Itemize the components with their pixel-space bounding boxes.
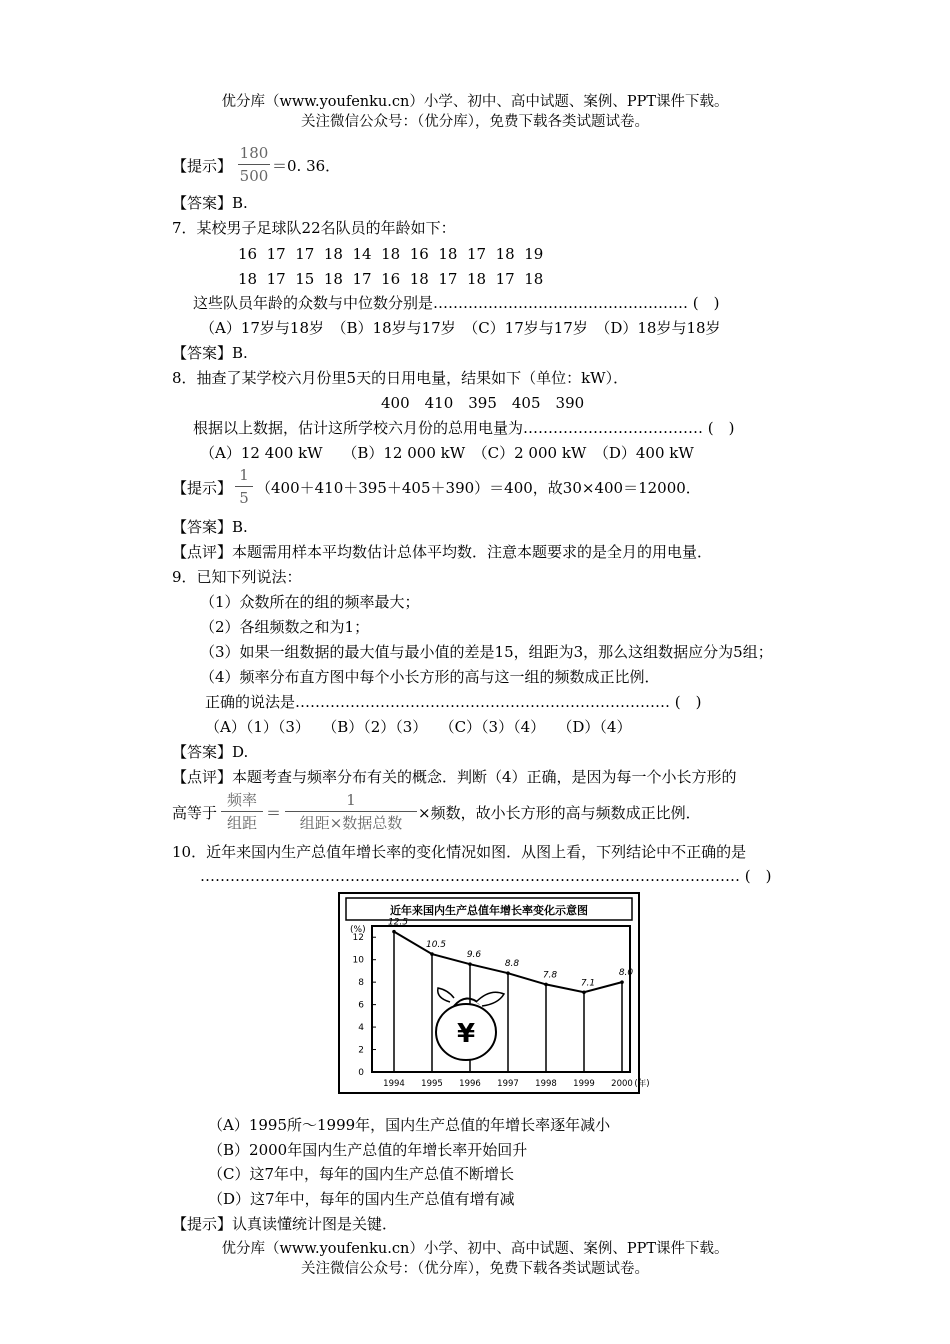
data-label: 8.8 (504, 959, 520, 970)
q9-fraction-1 (220, 789, 264, 834)
q7-options: （A）17岁与18岁 （B）18岁与17岁 （C）17岁与17岁 （D）18岁与18岁 (200, 319, 721, 337)
q9-f1-num: 频率 (226, 791, 257, 809)
q8-comment: 【点评】本题需用样本平均数估计总体平均数．注意本题要求的是全月的用电量． (172, 543, 713, 561)
q8-frac-den: 5 (239, 489, 249, 507)
x-tick-label: 1997 (497, 1079, 519, 1089)
money-bag-symbol: ¥ (456, 1019, 476, 1049)
y-tick-label: 12 (352, 933, 364, 944)
x-tick-label: 1999 (573, 1079, 595, 1089)
q8-options: （A）12 400 kW （B）12 000 kW （C）2 000 kW （D）400 kW (200, 444, 694, 462)
y-tick-label: 10 (352, 955, 364, 966)
q7-question: 这些队员年龄的众数与中位数分别是…………………………………………… ( ) (193, 294, 720, 312)
data-point (506, 971, 510, 975)
q10-option-d: （D）这7年中，每年的国内生产总值有增有减 (208, 1190, 515, 1208)
q8-hint-rest: （400＋410＋395＋405＋390）＝400，故30×400＝12000． (256, 479, 701, 497)
y-tick-label: 8 (358, 978, 364, 989)
q9-f1-den: 组距 (226, 814, 257, 832)
data-point (620, 980, 624, 984)
q10-option-a: （A）1995所～1999年，国内生产总值的年增长率逐年减小 (208, 1116, 611, 1134)
q6-answer: 【答案】B. (172, 194, 248, 212)
q9-f2-num: 1 (346, 791, 356, 809)
q6-hint-label: 【提示】 (172, 157, 233, 175)
chart-title: 近年来国内生产总值年增长率变化示意图 (390, 904, 588, 917)
x-tick-label: 1996 (459, 1079, 481, 1089)
footer-line-1: 优分库（www.youfenku.cn）小学、初中、高中试题、案例、PPT课件下载。 (221, 1241, 729, 1257)
gdp-growth-chart (338, 892, 650, 1094)
q9-comment-pre: 高等于 (172, 804, 218, 822)
data-label: 9.6 (466, 950, 482, 961)
data-label: 12.5 (387, 917, 409, 928)
y-tick-label: 4 (358, 1023, 364, 1034)
x-tick-label: 1998 (535, 1079, 557, 1089)
data-label: 8.0 (618, 968, 634, 979)
q10-stem: 10．近年来国内生产总值年增长率的变化情况如图．从图上看，下列结论中不正确的是 (172, 843, 747, 861)
q8-stem: 8．抽查了某学校六月份里5天的日用电量，结果如下（单位：kW）． (172, 369, 629, 387)
header-line-1: 优分库（www.youfenku.cn）小学、初中、高中试题、案例、PPT课件下载。 (221, 94, 729, 110)
q8-fraction (234, 464, 254, 509)
q7-stem: 7．某校男子足球队22名队员的年龄如下： (172, 219, 456, 237)
q7-ages-row-2: 18 17 15 18 17 16 18 17 18 17 18 (238, 270, 544, 288)
q9-question: 正确的说法是………………………………………………………………… ( ) (205, 693, 702, 711)
q8-question: 根据以上数据，估计这所学校六月份的总用电量为……………………………… ( ) (193, 419, 735, 437)
q8-hint-label: 【提示】 (172, 479, 233, 497)
q9-options: （A）（1）（3） （B）（2）（3） （C）（3）（4） （D）（4） (205, 718, 632, 736)
q9-equals: ＝ (266, 804, 282, 822)
q6-hint-rest: ＝0. 36． (272, 157, 341, 175)
q7-ages-row-1: 16 17 17 18 14 18 16 18 17 18 19 (238, 245, 544, 263)
q6-frac-den: 500 (239, 167, 269, 185)
q10-option-c: （C）这7年中，每年的国内生产总值不断增长 (208, 1165, 515, 1183)
y-axis-unit-label: (%) (350, 925, 366, 935)
q9-statement-1: （1）众数所在的组的频率最大； (200, 593, 420, 611)
q10-hint: 【提示】认真读懂统计图是关键． (172, 1215, 398, 1233)
data-point (468, 962, 472, 966)
q6-fraction (237, 142, 271, 187)
x-tick-label: 1994 (383, 1079, 405, 1089)
q9-statement-4: （4）频率分布直方图中每个小长方形的高与这一组的频数成正比例． (200, 668, 660, 686)
q9-f2-den: 组距×数据总数 (299, 814, 403, 832)
q8-answer: 【答案】B. (172, 518, 248, 536)
data-label: 7.8 (542, 970, 558, 981)
q10-dots: ……………………………………………………………………………………………… ( ) (200, 867, 772, 885)
q7-answer: 【答案】B. (172, 344, 248, 362)
x-axis-unit-label: (年) (634, 1079, 650, 1089)
q8-data: 400 410 395 405 390 (381, 394, 585, 412)
q8-frac-num: 1 (239, 466, 249, 484)
data-point (544, 983, 548, 987)
q9-comment-line-1: 【点评】本题考查与频率分布有关的概念．判断（4）正确，是因为每一个小长方形的 (172, 768, 737, 786)
data-point (582, 990, 586, 994)
footer-line-2: 关注微信公众号：（优分库），免费下载各类试题试卷。 (301, 1261, 649, 1277)
q9-statement-2: （2）各组频数之和为1； (200, 618, 370, 636)
y-tick-label: 0 (358, 1068, 364, 1078)
data-point (430, 952, 434, 956)
data-point (392, 930, 396, 934)
q9-answer: 【答案】D. (172, 743, 249, 761)
q6-frac-num: 180 (239, 144, 269, 162)
data-label: 10.5 (425, 940, 447, 951)
header-line-2: 关注微信公众号：（优分库），免费下载各类试题试卷。 (301, 114, 649, 130)
q9-fraction-2 (284, 789, 418, 834)
q10-option-b: （B）2000年国内生产总值的年增长率开始回升 (208, 1141, 528, 1159)
y-tick-label: 2 (358, 1045, 364, 1056)
x-tick-label: 1995 (421, 1079, 443, 1089)
y-tick-label: 6 (358, 1000, 364, 1011)
x-tick-label: 2000 (611, 1079, 633, 1089)
q9-comment-post: ×频数，故小长方形的高与频数成正比例． (418, 804, 701, 822)
q9-statement-3: （3）如果一组数据的最大值与最小值的差是15，组距为3，那么这组数据应分为5组； (200, 643, 773, 661)
q9-stem: 9．已知下列说法： (172, 568, 302, 586)
data-label: 7.1 (580, 978, 596, 989)
